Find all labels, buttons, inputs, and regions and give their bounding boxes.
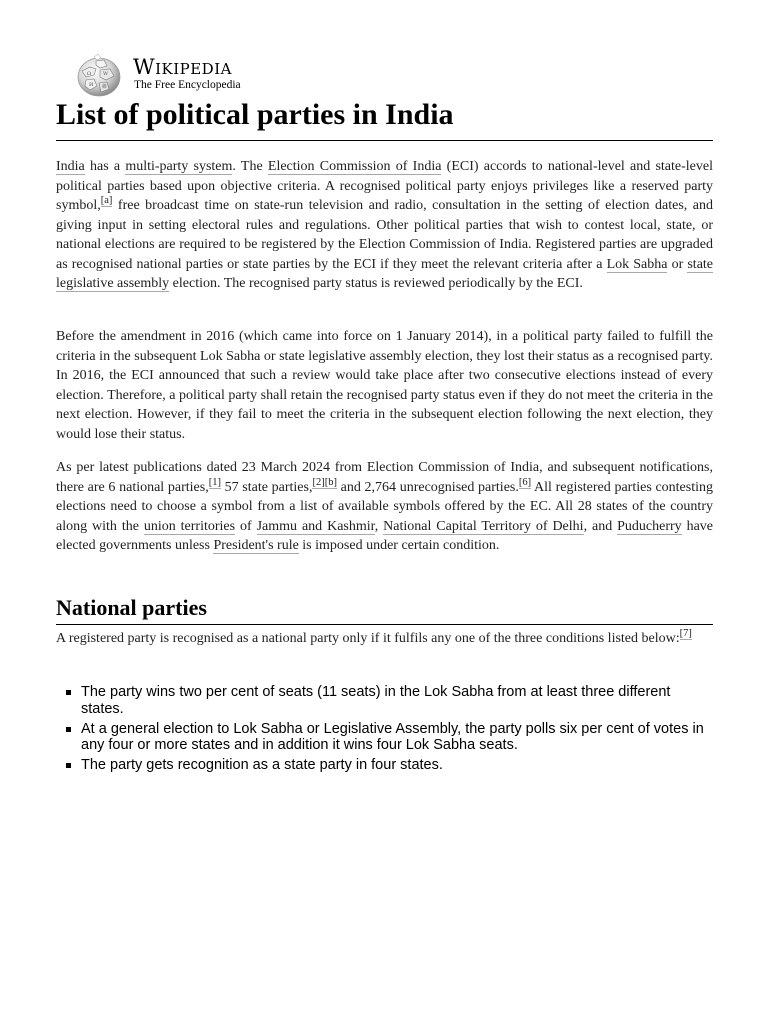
paragraph-text: and 2,764 unrecognised parties. [336, 479, 519, 495]
paragraph-text: or [667, 256, 688, 272]
bullet-icon [66, 690, 71, 695]
wiki-link[interactable]: India [56, 159, 85, 174]
criteria-text: The party wins two per cent of seats (11 seats) in the Lok Sabha from at least three different states. [81, 684, 671, 717]
paragraph-text: have elected governments unless [56, 518, 714, 553]
wiki-link[interactable]: Election Commission of India [267, 159, 442, 174]
svg-text:W: W [103, 71, 109, 77]
criteria-list [64, 684, 714, 777]
paragraph-text: All registered parties contesting elections need to choose a symbol from a list of available symbols offered by the EC. All 28 states of the country along with the [56, 479, 713, 534]
list-item [64, 757, 714, 774]
paragraph-text: election. The recognised party status is reviewed periodically by the ECI. [169, 276, 583, 291]
wiki-link[interactable]: union territories [143, 518, 236, 534]
paragraph-text: , [374, 518, 384, 534]
bullet-icon [66, 727, 71, 732]
wiki-link[interactable]: Jammu and Kashmir [256, 518, 375, 534]
list-item [64, 684, 714, 717]
wiki-link[interactable]: state legislative assembly [56, 256, 714, 291]
intro-paragraph-1 [56, 157, 713, 294]
reference-link[interactable]: [1] [208, 476, 221, 488]
paragraph-text: , and [583, 518, 618, 534]
national-parties-paragraph [56, 629, 713, 649]
paragraph-text: (ECI) accords to national-level and state-level political parties based upon objective criteria. A recognised political party enjoys privileges like a reserved party symbol, [56, 159, 713, 213]
criteria-text: The party gets recognition as a state party in four states. [81, 757, 443, 773]
paragraph-text: 57 state parties, [220, 479, 313, 495]
wiki-link[interactable]: Lok Sabha [606, 256, 668, 272]
reference-link[interactable]: [b] [324, 476, 337, 488]
wiki-link[interactable]: Puducherry [617, 518, 682, 534]
wiki-link[interactable]: multi-party system [125, 159, 233, 174]
svg-text:И: И [89, 82, 94, 88]
paragraph-text: of [235, 518, 257, 534]
list-item [64, 721, 714, 754]
wikipedia-tagline: The Free Encyclopedia [134, 79, 241, 91]
paragraph-text: is imposed under certain condition. [298, 538, 500, 553]
intro-paragraph-2 [56, 327, 713, 444]
reference-link[interactable]: [a] [100, 195, 113, 207]
page-title: List of political parties in India [56, 96, 713, 141]
paragraph-text: has a [84, 159, 126, 174]
wiki-link[interactable]: National Capital Territory of Delhi [383, 518, 584, 534]
paragraph-text: A registered party is recognised as a national party only if it fulfils any one of the three conditions listed below: [56, 631, 680, 646]
wikipedia-globe-icon [74, 53, 124, 97]
bullet-icon [66, 763, 71, 768]
wiki-link[interactable]: President's rule [213, 538, 299, 553]
criteria-text: At a general election to Lok Sabha or Legislative Assembly, the party polls six per cent of votes in any four or more states and in addition it wins four Lok Sabha seats. [81, 720, 704, 753]
paragraph-text: Before the amendment in 2016 (which came into force on 1 January 2014), in a political party failed to fulfill the criteria in the subsequent Lok Sabha or state legislative assembly election, they lost their status as a recognised party. In 2016, the ECI announced that such a review would take place after two consecutive elections instead of every election. Therefore, a political party shall retain the recognised party status even if they do not meet the criteria in the next election. However, if they fail to meet the criteria in the subsequent election following the next election, they would lose their status. [56, 329, 713, 442]
section-heading-national-parties: National parties [56, 594, 713, 625]
wikipedia-wordmark: Wikipedia [133, 55, 232, 79]
paragraph-text: free broadcast time on state-run television and radio, consultation in the setting of election dates, and giving input in setting electoral rules and regulations. Other political parties that wish to contest local, state, or national elections are required to be registered by the Election Commission of India. Registered parties are upgraded as recognised national parties or state parties by the ECI if they meet the relevant criteria after a [56, 198, 713, 272]
intro-paragraph-3 [56, 458, 713, 556]
reference-link[interactable]: [7] [679, 628, 692, 640]
paragraph-text: As per latest publications dated 23 March 2024 from Election Commission of India, and subsequent notifications, there are 6 national parties, [56, 460, 713, 495]
svg-text:Ω: Ω [87, 71, 92, 77]
reference-link[interactable]: [6] [518, 476, 532, 488]
paragraph-text: . The [232, 159, 268, 174]
svg-text:維: 維 [102, 84, 108, 90]
reference-link[interactable]: [2] [312, 476, 325, 488]
